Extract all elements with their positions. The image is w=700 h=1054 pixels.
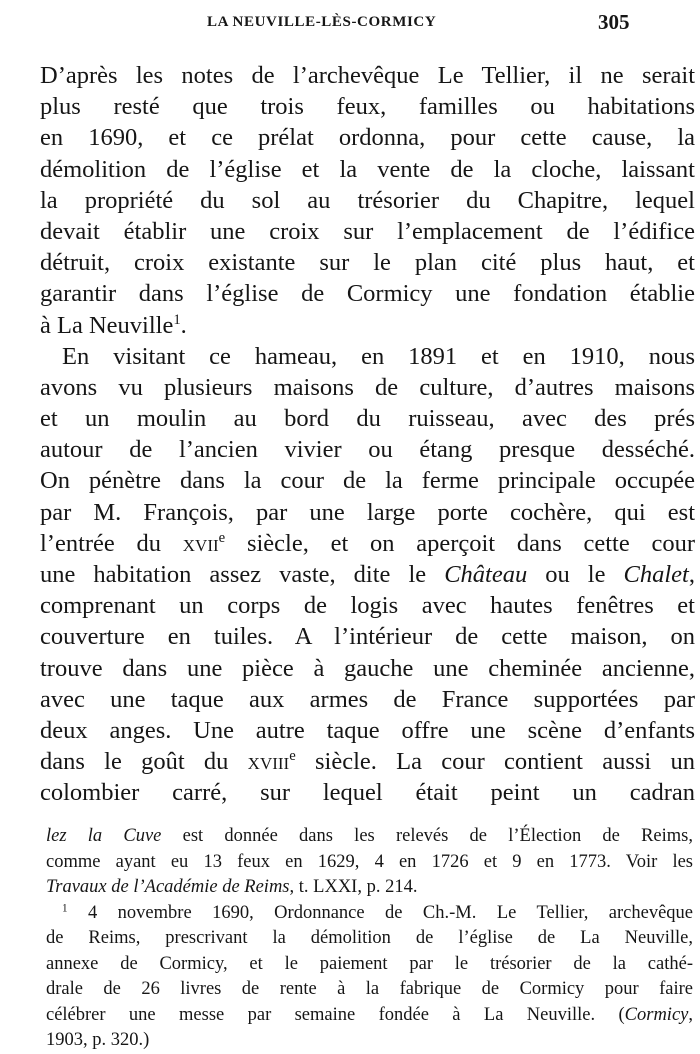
text-span: siècle, et on aperçoit dans cette cour [225,529,695,557]
italic-term: Cormicy [624,1004,689,1025]
text-line: et un moulin au bord du ruisseau, avec des prés [40,405,695,433]
page-number: 305 [598,10,630,34]
century-numeral: xvii [182,529,219,557]
text-line: comprenant un corps de logis avec hautes fenêtres et [40,592,695,620]
text-line: couverture en tuiles. A l’intérieur de cette maison, on [40,623,695,651]
century-numeral: xviii [247,748,290,776]
text-line: colombier carré, sur lequel était peint un cadran [40,779,695,807]
italic-term: Chalet [623,561,689,588]
superscript: e [218,530,226,546]
footnote-1-first-line [46,901,693,927]
text-line: autour de l’ancien vivier ou étang presque desséché. [40,436,695,464]
italic-title: Travaux de l’Académie de Reims [46,877,290,897]
footnote-marker: 1 [62,901,68,914]
text-line: deux anges. Une autre taque offre une scène d’enfants [40,716,695,744]
text-line: en 1690, et ce prélat ordonna, pour cette cause, la [40,124,695,152]
footnotes [46,824,693,1054]
paragraph-1 [40,60,695,341]
text-line: devait établir une croix sur l’emplacement de l’édifice [40,217,695,245]
text-span: ou le [527,561,624,588]
text-span: , t. LXXI, p. 214. [289,877,418,897]
footnote-line: annexe de Cormicy, et le paiement par le trésorier de la cathé- [46,953,693,974]
paragraph-2 [40,341,695,809]
text-line: garantir dans l’église de Cormicy une fondation établie [40,280,695,308]
footnote-line: de Reims, prescrivant la démolition de l’église de La Neuville, [46,928,693,948]
text-line: En visitant ce hameau, en 1891 et en 1910, nous [62,342,695,370]
superscript: e [289,748,296,765]
text-line: par M. François, par une large porte cochère, qui est [40,498,695,526]
text-line: D’après les notes de l’archevêque Le Tellier, il ne serait [40,62,695,89]
footnote-reference[interactable]: 1 [173,311,181,328]
text-span: 4 novembre 1690, Ordonnance de Ch.-M. Le Tellier, archevêque [67,902,693,923]
footnote-line [46,1003,693,1029]
footnote-line: comme ayant eu 13 feux en 1629, 4 en 1726 et 9 en 1773. Voir les [46,851,693,872]
text-line [40,746,695,777]
text-span: une habitation assez vaste, dite le [40,561,445,588]
footnote-line [46,824,693,850]
text-line: avec une taque aux armes de France supportées par [40,685,695,713]
body-text [40,60,695,809]
text-span: , [688,561,695,588]
text-span: à La Neuville [40,311,174,339]
text-line [40,559,695,590]
footnote-line: drale de 26 livres de rente à la fabrique de Cormicy pour faire [46,979,693,999]
italic-term: lez la Cuve [46,826,162,846]
text-span: . [180,311,187,339]
running-title: LA NEUVILLE-LÈS-CORMICY [207,14,437,30]
text-line [40,528,695,559]
text-span: , [688,1004,693,1025]
footnote-line: 1903, p. 320.) [46,1030,150,1050]
text-span: célébrer une messe par semaine fondée à La Neuville. ( [46,1004,625,1025]
footnote-line [46,875,693,901]
text-span: siècle. La cour contient aussi un [295,748,695,776]
text-span: l’entrée du [40,529,183,557]
text-line: démolition de l’église et la vente de la cloche, laissant [40,155,695,183]
text-span: dans le goût du [40,748,248,776]
text-line [40,310,695,341]
text-line: la propriété du sol au trésorier du Chapitre, lequel [40,186,695,214]
text-line: avons vu plusieurs maisons de culture, d’autres maisons [40,373,695,401]
text-line: détruit, croix existante sur le plan cité plus haut, et [40,249,695,277]
text-line: plus resté que trois feux, familles ou habitations [40,93,695,121]
page-header [0,8,700,38]
text-line: trouve dans une pièce à gauche une cheminée ancienne, [40,654,695,682]
italic-term: Château [444,561,528,588]
text-line: On pénètre dans la cour de la ferme principale occupée [40,467,695,495]
text-span: est donnée dans les relevés de l’Élection de Reims, [161,826,694,846]
